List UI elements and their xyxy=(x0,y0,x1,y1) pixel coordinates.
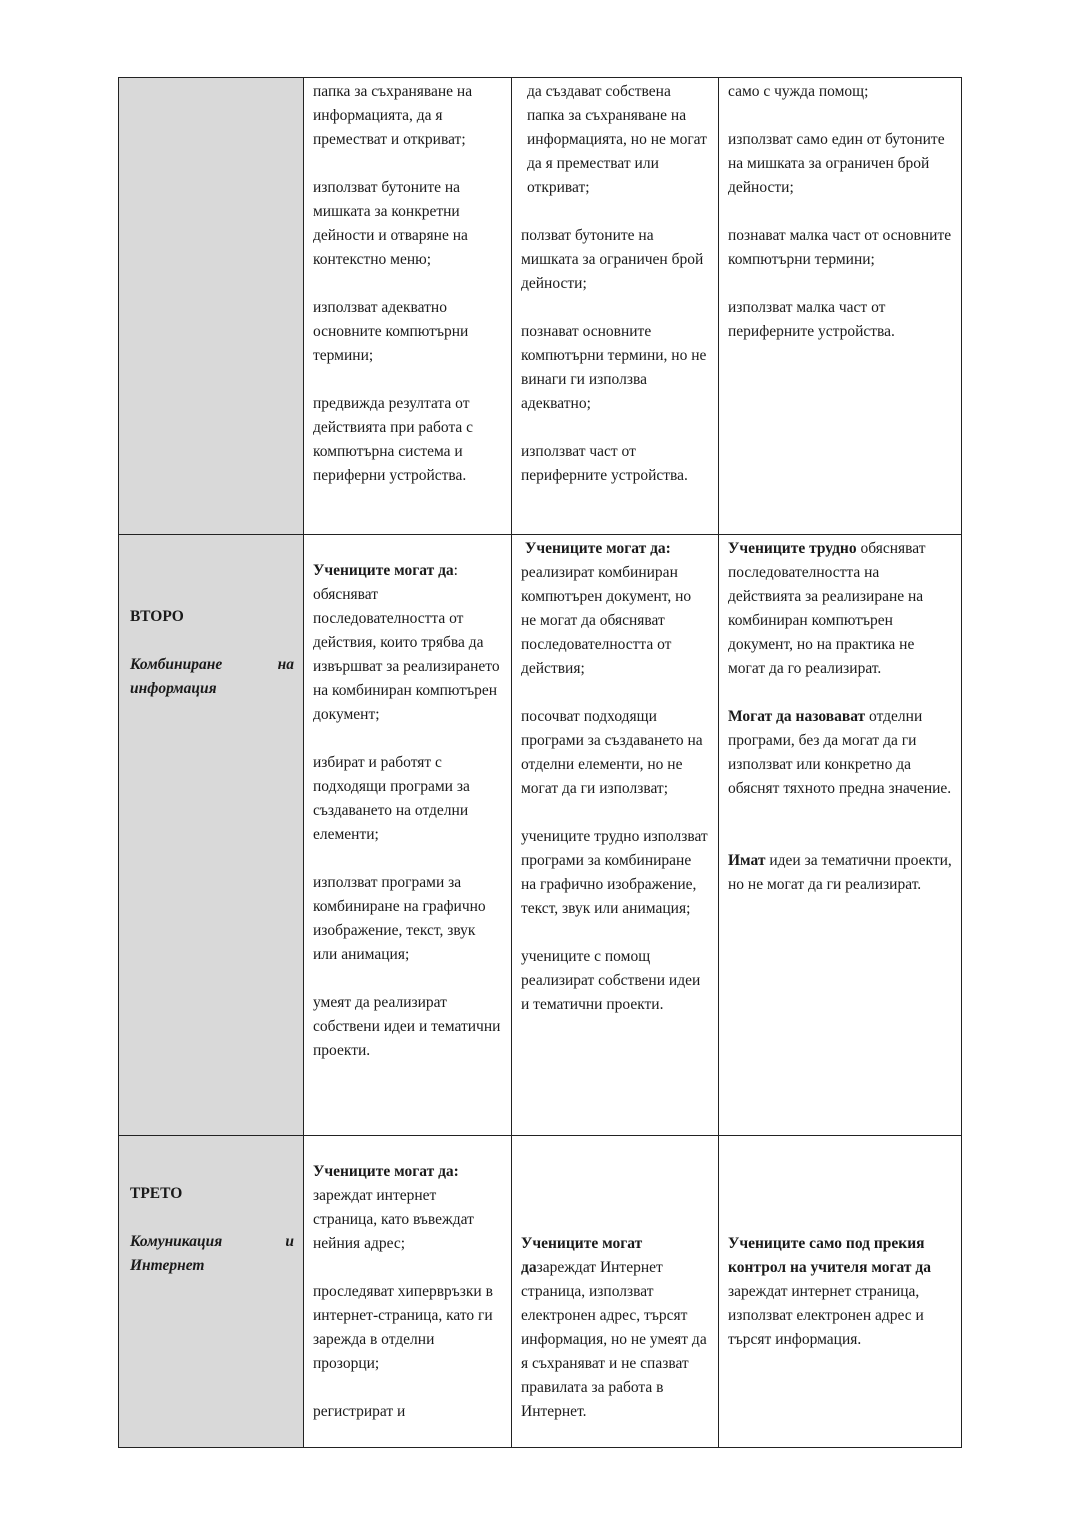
criterion-text: използват програми за комбиниране на графично изображение, текст, звук или анимация; xyxy=(313,874,486,963)
criterion-heading: Учениците само под прекия контрол на учителя могат да xyxy=(728,1235,931,1276)
table-row-first xyxy=(119,78,962,535)
stage-subtitle: Комуникация и xyxy=(130,1233,294,1250)
criterion-text: използват бутоните на мишката за конкретни дейности и отваряне на контекстно меню; xyxy=(313,179,468,268)
assessment-table xyxy=(118,77,962,1448)
criterion-text: предвижда резултата от действията при работа с компютърна система и периферни устройства. xyxy=(313,395,474,484)
criterion-heading: Учениците могат да xyxy=(313,562,454,579)
criterion-text: отделни програми, без да могат да ги използват или конкретно да обяснят тяхното предна значение. xyxy=(728,708,952,797)
criterion-text: посочват подходящи програми за създаването на отделни елементи, но не могат да ги използват; xyxy=(521,708,703,797)
criterion-text: използват само един от бутоните на мишката за ограничен брой дейности; xyxy=(728,131,945,196)
stage-cell-empty xyxy=(119,78,304,535)
cell-excellent xyxy=(304,535,512,1136)
criterion-text: обясняват последователността на действията за реализиране на комбиниран компютърен документ, но на практика не могат да го реализират. xyxy=(728,540,926,677)
table-row-third xyxy=(119,1136,962,1448)
criterion-text: регистрират и xyxy=(313,1403,406,1420)
criterion-heading: Учениците могат да: xyxy=(313,1163,459,1180)
criterion-text: ползват бутоните на мишката за ограничен брой дейности; xyxy=(521,227,704,292)
cell-average xyxy=(719,1136,962,1448)
stage-subtitle: Комбиниране на xyxy=(130,656,294,673)
stage-cell xyxy=(119,535,304,1136)
criterion-heading: Учениците могат да xyxy=(521,1235,643,1276)
criterion-text: идеи за тематични проекти, но не могат да ги реализират. xyxy=(728,852,952,893)
criterion-text: използват адекватно основните компютърни термини; xyxy=(313,299,469,364)
criterion-heading: Учениците могат да: xyxy=(525,540,671,557)
criterion-text: учениците трудно използват програми за комбиниране на графично изображение, текст, звук или анимация; xyxy=(521,828,708,917)
criterion-text: познават основните компютърни термини, но не винаги ги използва адекватно; xyxy=(521,323,707,412)
criterion-text: умеят да реализират собствени идеи и тематични проекти. xyxy=(313,994,501,1059)
cell-good xyxy=(512,78,719,535)
stage-cell xyxy=(119,1136,304,1448)
criterion-text: използват малка част от периферните устройства. xyxy=(728,299,895,340)
cell-average xyxy=(719,535,962,1136)
criterion-text: папка за съхраняване на информацията, да я преместват и откриват; xyxy=(313,83,473,148)
cell-average xyxy=(719,78,962,535)
criterion-text: учениците с помощ реализират собствени идеи и тематични проекти. xyxy=(521,948,701,1013)
criterion-heading: Могат да назовават xyxy=(728,708,866,725)
criterion-text: познават малка част от основните компютърни термини; xyxy=(728,227,952,268)
stage-title: ТРЕТО xyxy=(130,1185,183,1202)
criterion-text: използват част от периферните устройства. xyxy=(521,443,688,484)
table-row-second xyxy=(119,535,962,1136)
criterion-text: само с чужда помощ; xyxy=(728,83,869,100)
cell-good xyxy=(512,1136,719,1448)
criterion-paragraph xyxy=(728,705,953,801)
stage-subtitle-cont: Интернет xyxy=(130,1257,205,1274)
cell-excellent xyxy=(304,1136,512,1448)
criterion-paragraph xyxy=(728,849,953,897)
criterion-text: зареждат интернет страница, използват електронен адрес и търсят информация. xyxy=(728,1283,924,1348)
criterion-text: реализират комбиниран компютърен документ, но не могат да обясняват последователността от действия; xyxy=(521,564,692,677)
criterion-text: зареждат Интернет страница, използват електронен адрес, търсят информация, но не умеят да я съхраняват и не спазват правилата за работа в Интернет. xyxy=(521,1259,707,1420)
cell-good xyxy=(512,535,719,1136)
stage-title: ВТОРО xyxy=(130,608,184,625)
criterion-text: проследяват хипервръзки в интернет-страница, като ги зарежда в отделни прозорци; xyxy=(313,1283,493,1372)
criterion-heading: Учениците трудно xyxy=(728,540,857,557)
criterion-text: обясняват последователността от действия, които трябва да извършват за реализирането на комбиниран компютърен документ; xyxy=(313,586,500,723)
cell-excellent xyxy=(304,78,512,535)
criterion-heading: Имат xyxy=(728,852,766,869)
criterion-text: зареждат интернет страница, като въвеждат нейния адрес; xyxy=(313,1187,474,1252)
criterion-text: да създават собствена папка за съхраняване на информацията, но не могат да я преместват или откриват; xyxy=(527,83,707,196)
stage-subtitle-cont: информация xyxy=(130,680,217,697)
criterion-paragraph xyxy=(521,1232,710,1424)
criterion-text: избират и работят с подходящи програми за създаването на отделни елементи; xyxy=(313,754,470,843)
heading-colon: : xyxy=(453,562,458,579)
criterion-paragraph xyxy=(728,537,953,681)
criterion-paragraph xyxy=(728,1232,953,1352)
